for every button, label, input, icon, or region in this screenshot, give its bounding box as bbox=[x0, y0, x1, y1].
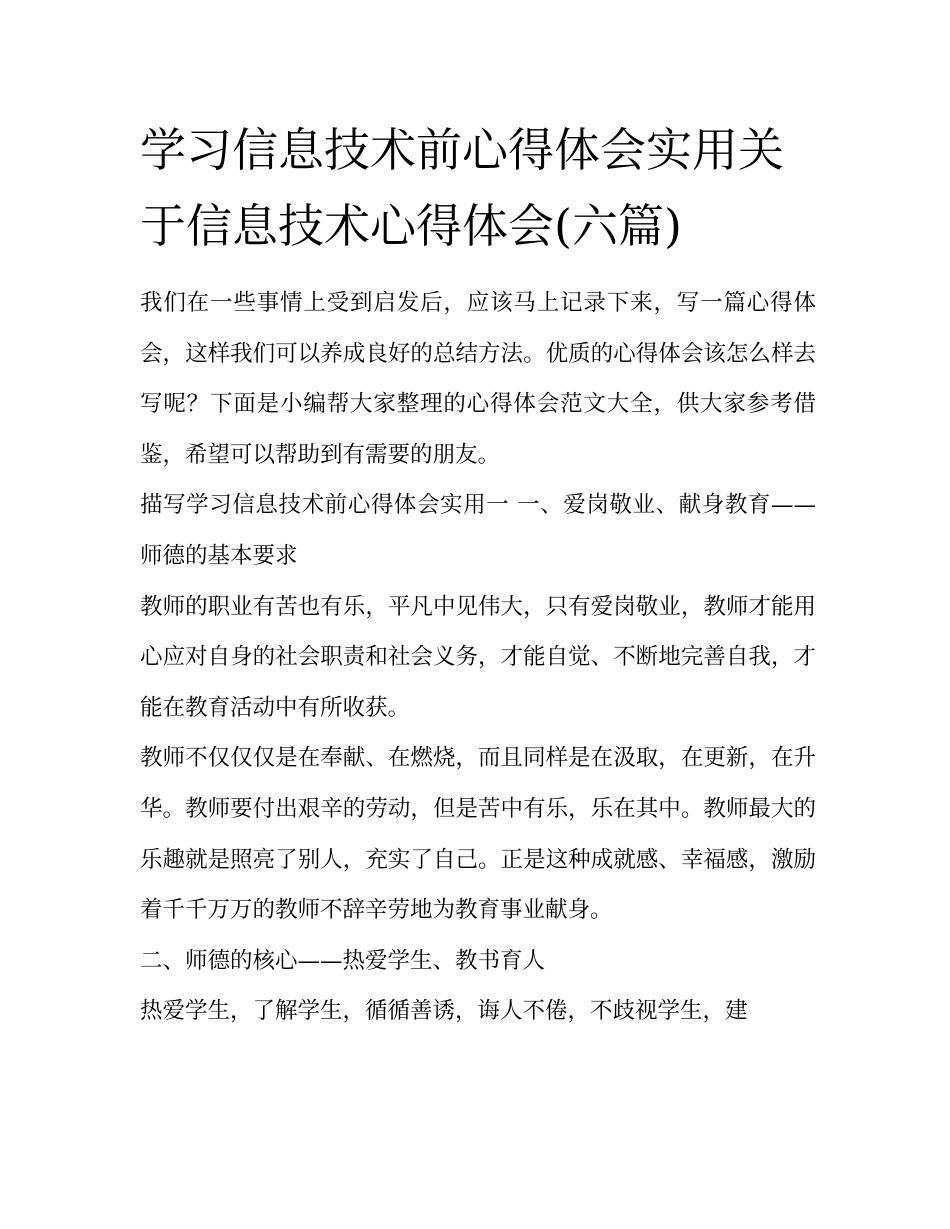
paragraph-love-students: 热爱学生，了解学生，循循善诱，诲人不倦，不歧视学生，建 bbox=[140, 998, 748, 1025]
paragraph-intro: 我们在一些事情上受到启发后，应该马上记录下来，写一篇心得体会，这样我们可以养成良好的总结方法。优质的心得体会该怎么样去写呢？下面是小编帮大家整理的心得体会范文大全，供大家参考借鉴，希望可以帮助到有需要的朋友。 bbox=[140, 290, 816, 468]
paragraph-section-two-heading: 二、师德的核心——热爱学生、教书育人 bbox=[140, 947, 546, 974]
document-title: 学习信息技术前心得体会实用关于信息技术心得体会(六篇) bbox=[140, 123, 784, 253]
paragraph-teacher-career: 教师的职业有苦也有乐，平凡中见伟大，只有爱岗敬业，教师才能用心应对自身的社会职责和社会义务，才能自觉、不断地完善自我，才能在教育活动中有所收获。 bbox=[140, 593, 816, 721]
paragraph-section-one-heading: 描写学习信息技术前心得体会实用一 一、爱岗敬业、献身教育——师德的基本要求 bbox=[140, 492, 816, 569]
document-page bbox=[140, 112, 816, 1037]
paragraph-teacher-dedication: 教师不仅仅仅是在奉献、在燃烧，而且同样是在汲取，在更新，在升华。教师要付出艰辛的劳动，但是苦中有乐，乐在其中。教师最大的乐趣就是照亮了别人，充实了自己。正是这种成就感、幸福感，激励着千千万万的教师不辞辛劳地为教育事业献身。 bbox=[140, 745, 816, 924]
